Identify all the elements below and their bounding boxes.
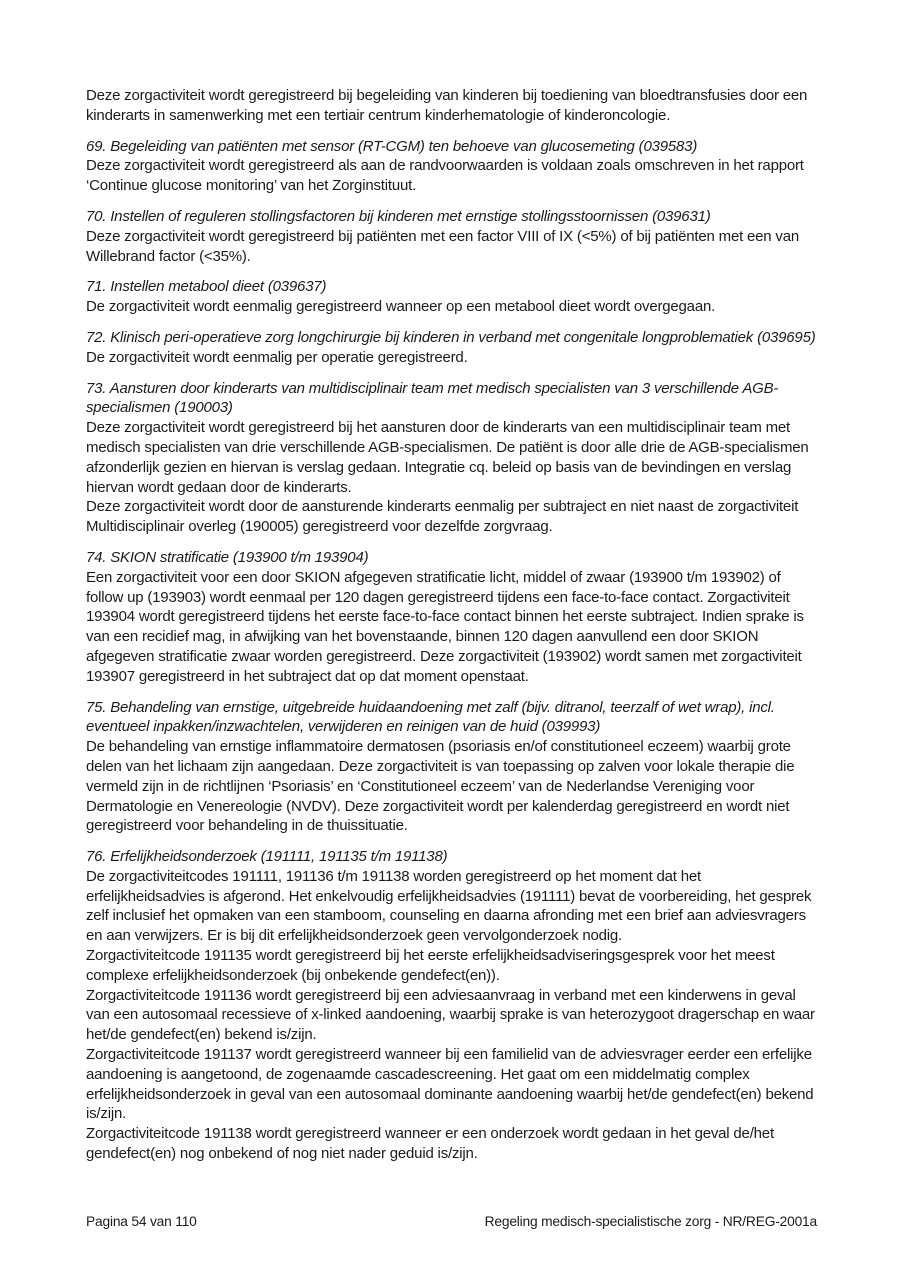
section-paragraph: Een zorgactiviteit voor een door SKION afgegeven stratificatie licht, middel of zwaar (193900 t/m 193902) of follow up (193903) wordt eenmaal per 120 dagen geregistreerd tijdens een face-to-face contact. Zorgactiviteit 193904 wordt geregistreerd tijdens het eerste face-to-face contact binnen het eerste subtraject. Indien sprake is van een recidief mag, in afwijking van het bovenstaande, binnen 120 dagen aanvullend een door SKION afgegeven stratificatie zwaar worden geregistreerd. Deze zorgactiviteit (193902) wordt samen met zorgactiviteit 193907 geregistreerd in het subtraject dat op dat moment openstaat.	[86, 568, 804, 685]
section-paragraph: Deze zorgactiviteit wordt geregistreerd bij het aansturen door de kinderarts van een multidisciplinair team met medisch specialisten van drie verschillende AGB-specialismen. De patiënt is door alle drie de AGB-specialismen afzonderlijk gezien en hiervan is verslag gedaan. Integratie cq. beleid op basis van de bevindingen en verslag hiervan wordt gedaan door de kinderarts.	[86, 419, 809, 496]
section-74	[86, 548, 817, 687]
section-73	[86, 379, 817, 537]
intro-paragraph: Deze zorgactiviteit wordt geregistreerd bij begeleiding van kinderen bij toediening van bloedtransfusies door een kinderarts in samenwerking met een tertiair centrum kinderhematologie of kinderoncologie.	[86, 87, 808, 124]
section-heading: 75. Behandeling van ernstige, uitgebreide huidaandoening met zalf (bijv. ditranol, teerzalf of wet wrap), incl. eventueel inpakken/inzwachtelen, verwijderen en reinigen van de huid (039993)	[86, 698, 775, 736]
section-paragraph: Zorgactiviteitcode 191136 wordt geregistreerd bij een adviesaanvraag in verband met een kinderwens in geval van een autosomaal recessieve of x-linked aandoening, waarbij sprake is van heterozygoot dragerschap en waar het/de gendefect(en) bekend is/zijn.	[86, 986, 815, 1044]
section-paragraph: De zorgactiviteit wordt eenmalig per operatie geregistreerd.	[86, 348, 468, 366]
footer-page-number: Pagina 54 van 110	[86, 1214, 197, 1229]
section-69	[86, 137, 817, 196]
section-heading: 72. Klinisch peri-operatieve zorg longchirurgie bij kinderen in verband met congenitale longproblematiek (039695)	[86, 328, 816, 346]
document-content	[86, 86, 817, 1164]
section-71	[86, 277, 817, 317]
section-paragraph: De behandeling van ernstige inflammatoire dermatosen (psoriasis en/of constitutioneel eczeem) waarbij grote delen van het lichaam zijn aangedaan. Deze zorgactiviteit is van toepassing op zalven voor lokale therapie die vermeld zijn in de richtlijnen ‘Psoriasis’ en ‘Constitutioneel eczeem’ van de Nederlandse Vereniging voor Dermatologie en Venereologie (NVDV). Deze zorgactiviteit wordt per kalenderdag geregistreerd en wordt niet geregistreerd voor behandeling in de thuissituatie.	[86, 738, 795, 835]
section-70	[86, 207, 817, 266]
footer-document-title: Regeling medisch-specialistische zorg - NR/REG-2001a	[484, 1214, 817, 1229]
section-paragraph: Deze zorgactiviteit wordt door de aansturende kinderarts eenmalig per subtraject en niet naast de zorgactiviteit Multidisciplinair overleg (190005) geregistreerd voor dezelfde zorgvraag.	[86, 498, 799, 536]
section-heading: 74. SKION stratificatie (193900 t/m 193904)	[86, 548, 369, 566]
section-75	[86, 698, 817, 837]
section-paragraph: Deze zorgactiviteit wordt geregistreerd als aan de randvoorwaarden is voldaan zoals omschreven in het rapport ‘Continue glucose monitoring’ van het Zorginstituut.	[86, 157, 804, 195]
section-76	[86, 847, 817, 1164]
section-paragraph: Zorgactiviteitcode 191137 wordt geregistreerd wanneer bij een familielid van de adviesvrager eerder een erfelijke aandoening is aangetoond, de zogenaamde cascadescreening. Het gaat om een middelmatig complex erfelijkheidsonderzoek in geval van een autosomaal dominante aandoening waarbij het/de gendefect(en) bekend is/zijn.	[86, 1046, 814, 1123]
section-paragraph: De zorgactiviteitcodes 191111, 191136 t/m 191138 worden geregistreerd op het moment dat het erfelijkheidsadvies is afgerond. Het enkelvoudig erfelijkheidsadvies (191111) bevat de voorbereiding, het gesprek zelf inclusief het opmaken van een stamboom, counseling en daarna afronding met een brief aan adviesvragers en aan verwijzers. Er is bij dit erfelijkheidsonderzoek geen vervolgonderzoek nodig.	[86, 867, 812, 945]
section-heading: 76. Erfelijkheidsonderzoek (191111, 191135 t/m 191138)	[86, 848, 448, 866]
section-72	[86, 328, 817, 368]
page-footer	[86, 1214, 817, 1229]
section-heading: 71. Instellen metabool dieet (039637)	[86, 278, 327, 296]
section-paragraph: De zorgactiviteit wordt eenmalig geregistreerd wanneer op een metabool dieet wordt overgegaan.	[86, 298, 716, 316]
section-heading: 70. Instellen of reguleren stollingsfactoren bij kinderen met ernstige stollingsstoornissen (039631)	[86, 207, 711, 225]
section-paragraph: Deze zorgactiviteit wordt geregistreerd bij patiënten met een factor VIII of IX (<5%) of bij patiënten met een van Willebrand factor (<35%).	[86, 227, 800, 265]
section-paragraph: Zorgactiviteitcode 191135 wordt geregistreerd bij het eerste erfelijkheidsadviseringsgesprek voor het meest complexe erfelijkheidsonderzoek (bij onbekende gendefect(en)).	[86, 947, 775, 984]
section-heading: 73. Aansturen door kinderarts van multidisciplinair team met medisch specialisten van 3 verschillende AGB-specialismen (190003)	[86, 379, 779, 417]
section-heading: 69. Begeleiding van patiënten met sensor (RT-CGM) ten behoeve van glucosemeting (039583)	[86, 137, 698, 155]
sections-container	[86, 137, 817, 1164]
section-paragraph: Zorgactiviteitcode 191138 wordt geregistreerd wanneer er een onderzoek wordt gedaan in het geval de/het gendefect(en) nog onbekend of nog niet nader geduid is/zijn.	[86, 1125, 774, 1163]
